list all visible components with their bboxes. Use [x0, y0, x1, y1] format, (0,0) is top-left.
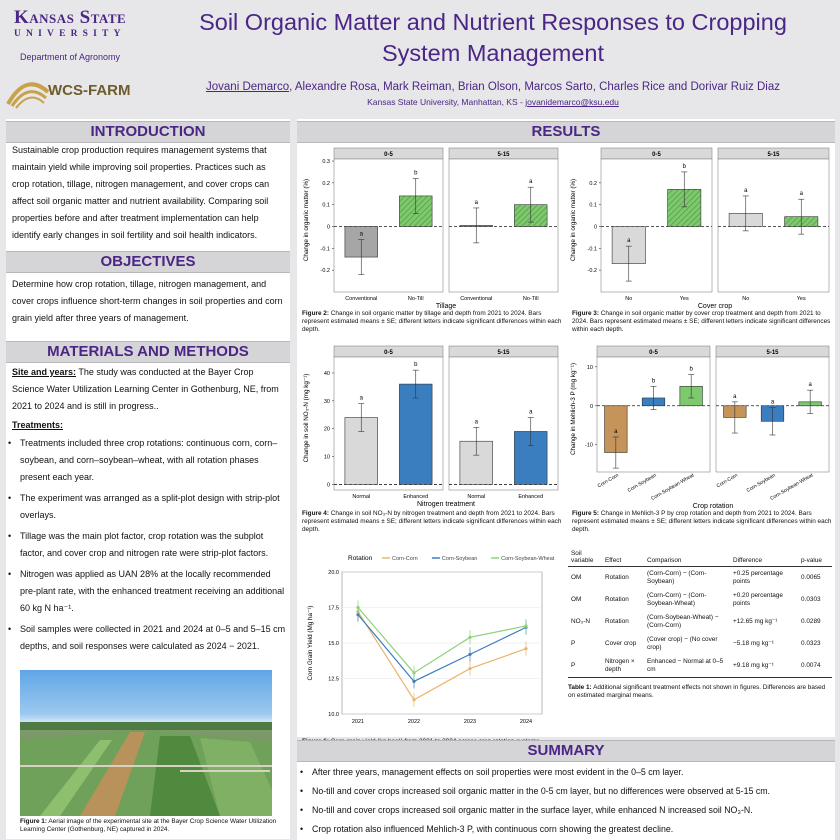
x-tick-label: Normal: [467, 494, 486, 500]
y-axis-label: Change in soil NO₃-N (mg kg⁻¹): [303, 373, 310, 463]
fig3-caption-label: Figure 3:: [572, 310, 599, 317]
data-point: [356, 606, 359, 609]
fig2-caption: [302, 310, 564, 334]
x-tick-label: 2023: [463, 719, 477, 725]
significance-letter: a: [529, 179, 533, 186]
treatments-label: Treatments:: [12, 420, 64, 430]
summary-item: • No-till and cover crops increased soil organic matter in the 0-5 cm layer, but no differences were observed at 5-15 cm.: [300, 782, 830, 801]
y-tick-label: 0: [326, 482, 330, 489]
y-tick-label: 0.3: [322, 159, 330, 165]
fig5-caption: [572, 510, 834, 534]
table-caption-text: Additional significant treatment effects not shown in figures. Differences are based on estimated marginal means.: [568, 684, 826, 699]
methods-heading: MATERIALS AND METHODS: [6, 341, 290, 363]
x-tick-label: Yes: [796, 296, 806, 302]
treatment-item: • Nitrogen was applied as UAN 28% at the locally recommended pre-plant rate, with the enhanced treatment receiving an additional 60 kg N ha⁻¹.: [8, 566, 286, 617]
other-authors: , Alexandre Rosa, Mark Reiman, Brian Olson, Marcos Sarto, Charles Rice and Dorivar Ruiz Diaz: [289, 81, 780, 93]
y-tick-label: 20: [323, 426, 330, 433]
table-cell: Rotation: [605, 596, 629, 603]
table-cell: +0.20 percentage points: [733, 592, 783, 607]
fig4-caption: [302, 510, 564, 534]
authors: [160, 81, 826, 93]
y-tick-label: 30: [323, 398, 330, 405]
table-cell: Enhanced − Normal at 0–5 cm: [644, 655, 730, 678]
x-tick-label: No-Till: [522, 296, 539, 302]
objectives-heading: OBJECTIVES: [6, 251, 290, 273]
y-tick-label: 0.1: [589, 202, 597, 209]
treatment-item: • Treatments included three crop rotations: continuous corn, corn–soybean, and corn–soybean–wheat, with all rotation phases present each year.: [8, 435, 286, 486]
y-tick-label: 15.0: [328, 641, 339, 647]
summary-item: • After three years, management effects on soil properties were most evident in the 0–5 cm layer.: [300, 763, 830, 782]
y-tick-label: 10: [323, 454, 330, 461]
table-header: p-value: [798, 548, 832, 567]
fig3-caption: [572, 310, 834, 334]
legend-title: Rotation: [348, 555, 373, 562]
first-author: Jovani Demarco: [206, 81, 290, 93]
fig2-chart: [300, 142, 562, 310]
ksu-logo-line1: Kansas State: [14, 7, 127, 28]
panel-label: 5-15: [767, 152, 780, 158]
ksu-logo-line2: UNIVERSITY: [14, 29, 126, 39]
table-cell: 0.0289: [801, 618, 821, 625]
x-axis-label: Nitrogen treatment: [417, 501, 475, 508]
table-cell: 0.0074: [798, 655, 832, 678]
table-header: Soil variable: [568, 548, 602, 567]
table-cell: 0.0303: [801, 596, 821, 603]
fig6-chart: [300, 548, 562, 728]
table-cell: (Corn-Soybean-Wheat) − (Corn-Corn): [647, 614, 719, 629]
table-cell: NO₃-N: [571, 618, 590, 625]
significance-letter: b: [682, 163, 686, 170]
data-point: [412, 671, 415, 674]
table-cell: 0.0065: [801, 574, 821, 581]
data-point: [468, 653, 471, 656]
panel-label: 0-5: [649, 350, 658, 356]
data-point: [412, 698, 415, 701]
x-tick-label: No: [625, 296, 633, 302]
legend-entry: Corn-Soybean-Wheat: [501, 556, 555, 562]
x-tick-label: Corn-Soybean: [626, 472, 658, 494]
objectives-text: Determine how crop rotation, tillage, nitrogen management, and cover crops influence short-term changes in soil properties and corn grain yield after three years of management.: [12, 279, 283, 323]
y-tick-label: -10: [585, 442, 593, 449]
x-tick-label: No-Till: [407, 296, 424, 302]
y-tick-label: 10.0: [328, 712, 339, 718]
site-paragraph: [12, 364, 284, 415]
x-tick-label: Corn-Soybean-Wheat: [650, 472, 696, 502]
fig4-chart: [300, 340, 562, 508]
significance-letter: a: [614, 428, 618, 435]
panel-label: 5-15: [497, 350, 510, 356]
y-tick-label: 0: [589, 403, 593, 410]
y-tick-label: -0.2: [320, 268, 330, 275]
x-axis-label: Tillage: [435, 303, 457, 310]
x-tick-label: Corn-Corn: [715, 472, 739, 490]
poster-title: Soil Organic Matter and Nutrient Responses to Cropping System Management: [199, 9, 787, 66]
y-tick-label: -0.2: [587, 268, 597, 275]
summary-list: [300, 763, 830, 839]
fig2-caption-label: Figure 2:: [302, 310, 329, 317]
significance-letter: a: [733, 393, 737, 400]
data-point: [524, 624, 527, 627]
fig1-caption: [20, 818, 284, 834]
x-tick-label: Conventional: [345, 296, 378, 302]
table-row: [568, 655, 832, 678]
significance-letter: a: [808, 382, 812, 389]
y-axis-label: Corn Grain Yield (Mg ha⁻¹): [307, 605, 314, 681]
significance-letter: a: [474, 199, 478, 206]
y-tick-label: 12.5: [328, 676, 339, 683]
significance-letter: b: [414, 362, 418, 369]
x-tick-label: Conventional: [460, 296, 493, 302]
data-point: [524, 647, 527, 650]
affiliation-text: Kansas State University, Manhattan, KS -: [367, 97, 526, 107]
significance-letter: a: [627, 238, 631, 245]
fig5-caption-text: Change in Mehlich-3 P by crop rotation and depth from 2021 to 2024. Bars represent estimated means ± SE; different letters indicate significant differences within each depth.: [572, 510, 832, 533]
x-tick-label: Yes: [679, 296, 689, 302]
panel-label: 5-15: [497, 152, 510, 158]
x-tick-label: Normal: [352, 494, 371, 500]
y-tick-label: 0.2: [589, 180, 597, 187]
significance-letter: b: [414, 170, 418, 177]
summary-item: • No-till and cover crops increased soil organic matter in the surface layer, while enhanced N increased soil NO₃-N.: [300, 801, 830, 820]
table-cell: +9.18 mg kg⁻¹: [730, 655, 798, 678]
table-caption-label: Table 1:: [568, 684, 592, 691]
site-label: Site and years:: [12, 367, 77, 377]
fig1-caption-label: Figure 1:: [20, 818, 47, 825]
significance-letter: a: [474, 419, 478, 426]
table-caption: [568, 684, 832, 700]
table-cell: (Corn-Corn) − (Corn-Soybean): [647, 570, 707, 585]
table-cell: −5.18 mg kg⁻¹: [733, 640, 774, 647]
y-tick-label: 10: [586, 364, 593, 371]
ksu-logo: [14, 8, 154, 40]
email-link[interactable]: jovanidemarco@ksu.edu: [525, 97, 619, 107]
significance-letter: a: [529, 409, 533, 416]
data-point: [412, 680, 415, 683]
intro-heading: INTRODUCTION: [6, 121, 290, 143]
y-tick-label: -0.1: [587, 246, 597, 253]
panel-label: 0-5: [384, 350, 393, 356]
fig5-chart: [567, 340, 833, 510]
y-axis-label: Change in organic matter (%): [303, 178, 310, 262]
y-tick-label: 40: [323, 370, 330, 377]
table-cell: OM: [571, 574, 582, 581]
x-tick-label: Enhanced: [403, 494, 429, 500]
bar: [399, 384, 432, 484]
dept-label: Department of Agronomy: [20, 52, 121, 62]
table-cell: Cover crop: [605, 640, 637, 647]
y-tick-label: 17.5: [328, 605, 339, 612]
x-tick-label: Corn-Soybean: [745, 472, 777, 494]
significance-letter: a: [359, 231, 363, 238]
fig3-chart: [567, 142, 833, 310]
data-point: [468, 667, 471, 670]
table-row: [568, 611, 832, 633]
legend-entry: Corn-Corn: [392, 556, 418, 562]
x-tick-label: Corn-Corn: [596, 472, 620, 490]
treatment-item: • The experiment was arranged as a split-plot design with strip-plot overlays.: [8, 490, 286, 524]
x-tick-label: No: [742, 296, 750, 302]
results-table: [568, 548, 832, 700]
fig4-caption-label: Figure 4:: [302, 510, 329, 517]
table-header: Effect: [602, 548, 644, 567]
table-cell: Rotation: [605, 618, 629, 625]
y-tick-label: 0.2: [322, 180, 330, 187]
fig1-caption-text: Aerial image of the experimental site at the Bayer Crop Science Water Utilization Learning Center (Gothenburg, NE) captured in 2024.: [20, 818, 277, 833]
table-header: Difference: [730, 548, 798, 567]
summary-heading: SUMMARY: [297, 740, 835, 762]
table-cell: (Corn-Corn) − (Corn-Soybean-Wheat): [647, 592, 707, 607]
summary-item: • Crop rotation also influenced Mehlich-3 P, with continuous corn showing the greatest decline.: [300, 820, 830, 839]
significance-letter: a: [359, 395, 363, 402]
y-tick-label: 0: [593, 224, 597, 231]
table-cell: P: [568, 655, 602, 678]
significance-letter: b: [651, 378, 656, 385]
significance-letter: a: [770, 399, 775, 406]
x-tick-label: Enhanced: [518, 494, 544, 500]
y-tick-label: 20.0: [328, 570, 339, 576]
fig4-caption-text: Change in soil NO₃-N by nitrogen treatment and depth from 2021 to 2024. Bars represent estimated means ± SE; different letters indicate significant differences within each depth.: [302, 510, 562, 533]
table-row: [568, 567, 832, 590]
aerial-photo: [20, 670, 272, 816]
wcs-farm-text: WCS-FARM: [48, 82, 131, 99]
y-tick-label: -0.1: [320, 246, 330, 253]
table-header: Comparison: [644, 548, 730, 567]
y-axis-label: Change in organic matter (%): [570, 178, 577, 262]
table-cell: (Cover crop) − (No cover crop): [647, 636, 718, 651]
table-cell: Nitrogen × depth: [602, 655, 644, 678]
wcs-farm-logo: [4, 70, 154, 112]
x-axis-label: Crop rotation: [692, 503, 734, 510]
fig2-caption-text: Change in soil organic matter by tillage and depth from 2021 to 2024. Bars represent estimated means ± SE; different letters indicate significant differences within each depth.: [302, 310, 562, 333]
table-cell: Rotation: [605, 574, 629, 581]
table-cell: P: [571, 640, 576, 647]
table-cell: 0.0323: [801, 640, 821, 647]
x-tick-label: Corn-Soybean-Wheat: [769, 472, 815, 502]
panel-label: 0-5: [384, 152, 393, 158]
data-point: [468, 636, 471, 639]
fig3-caption-text: Change in soil organic matter by cover crop treatment and depth from 2021 to 2024. Bars represent estimated means ± SE; different letters indicate significant differences within each depth.: [572, 310, 831, 333]
y-tick-label: 0.1: [322, 202, 330, 209]
legend-entry: Corn-Soybean: [441, 556, 478, 562]
table-cell: +12.65 mg kg⁻¹: [733, 618, 778, 625]
panel-label: 0-5: [652, 152, 661, 158]
treatment-item: • Soil samples were collected in 2021 and 2024 at 0–5 and 5–15 cm depths, and soil responses were calculated as 2024 − 2021.: [8, 621, 286, 655]
results-heading: RESULTS: [297, 121, 835, 143]
table-row: [568, 589, 832, 611]
treatment-item: • Tillage was the main plot factor, crop rotation was the subplot factor, and cover crop and nitrogen rate were strip-plot factors.: [8, 528, 286, 562]
x-tick-label: 2022: [407, 719, 421, 725]
table-cell: OM: [571, 596, 582, 603]
table-cell: +0.25 percentage points: [733, 570, 783, 585]
intro-text: Sustainable crop production requires management systems that maintain yield while improving soil properties. Practices such as crop rotation, tillage, nitrogen management, and cover crops can affect soil organic matter and nutrient availability. Comparing soil properties before and after treatment implementation can help identify early changes in soil fertility and soil health indicators.: [12, 145, 270, 240]
x-tick-label: 2021: [351, 719, 365, 725]
significance-letter: a: [744, 187, 748, 194]
y-axis-label: Change in Mehlich-3 P (mg kg⁻¹): [570, 362, 577, 456]
affiliation: [160, 97, 826, 107]
site-text: The study was conducted at the Bayer Crop Science Water Utilization Learning Center in Gothenburg, NE, from 2021 to 2024 and is still in progress..: [12, 367, 279, 411]
significance-letter: b: [689, 366, 693, 373]
x-tick-label: 2024: [519, 719, 533, 725]
wcs-arc-icon: [4, 70, 50, 110]
fig5-caption-label: Figure 5:: [572, 510, 599, 517]
x-axis-label: Cover crop: [697, 303, 733, 310]
panel-label: 5-15: [766, 350, 779, 356]
y-tick-label: 0: [326, 224, 330, 231]
table-row: [568, 633, 832, 655]
significance-letter: a: [799, 191, 803, 198]
treatments-list: [8, 435, 286, 655]
